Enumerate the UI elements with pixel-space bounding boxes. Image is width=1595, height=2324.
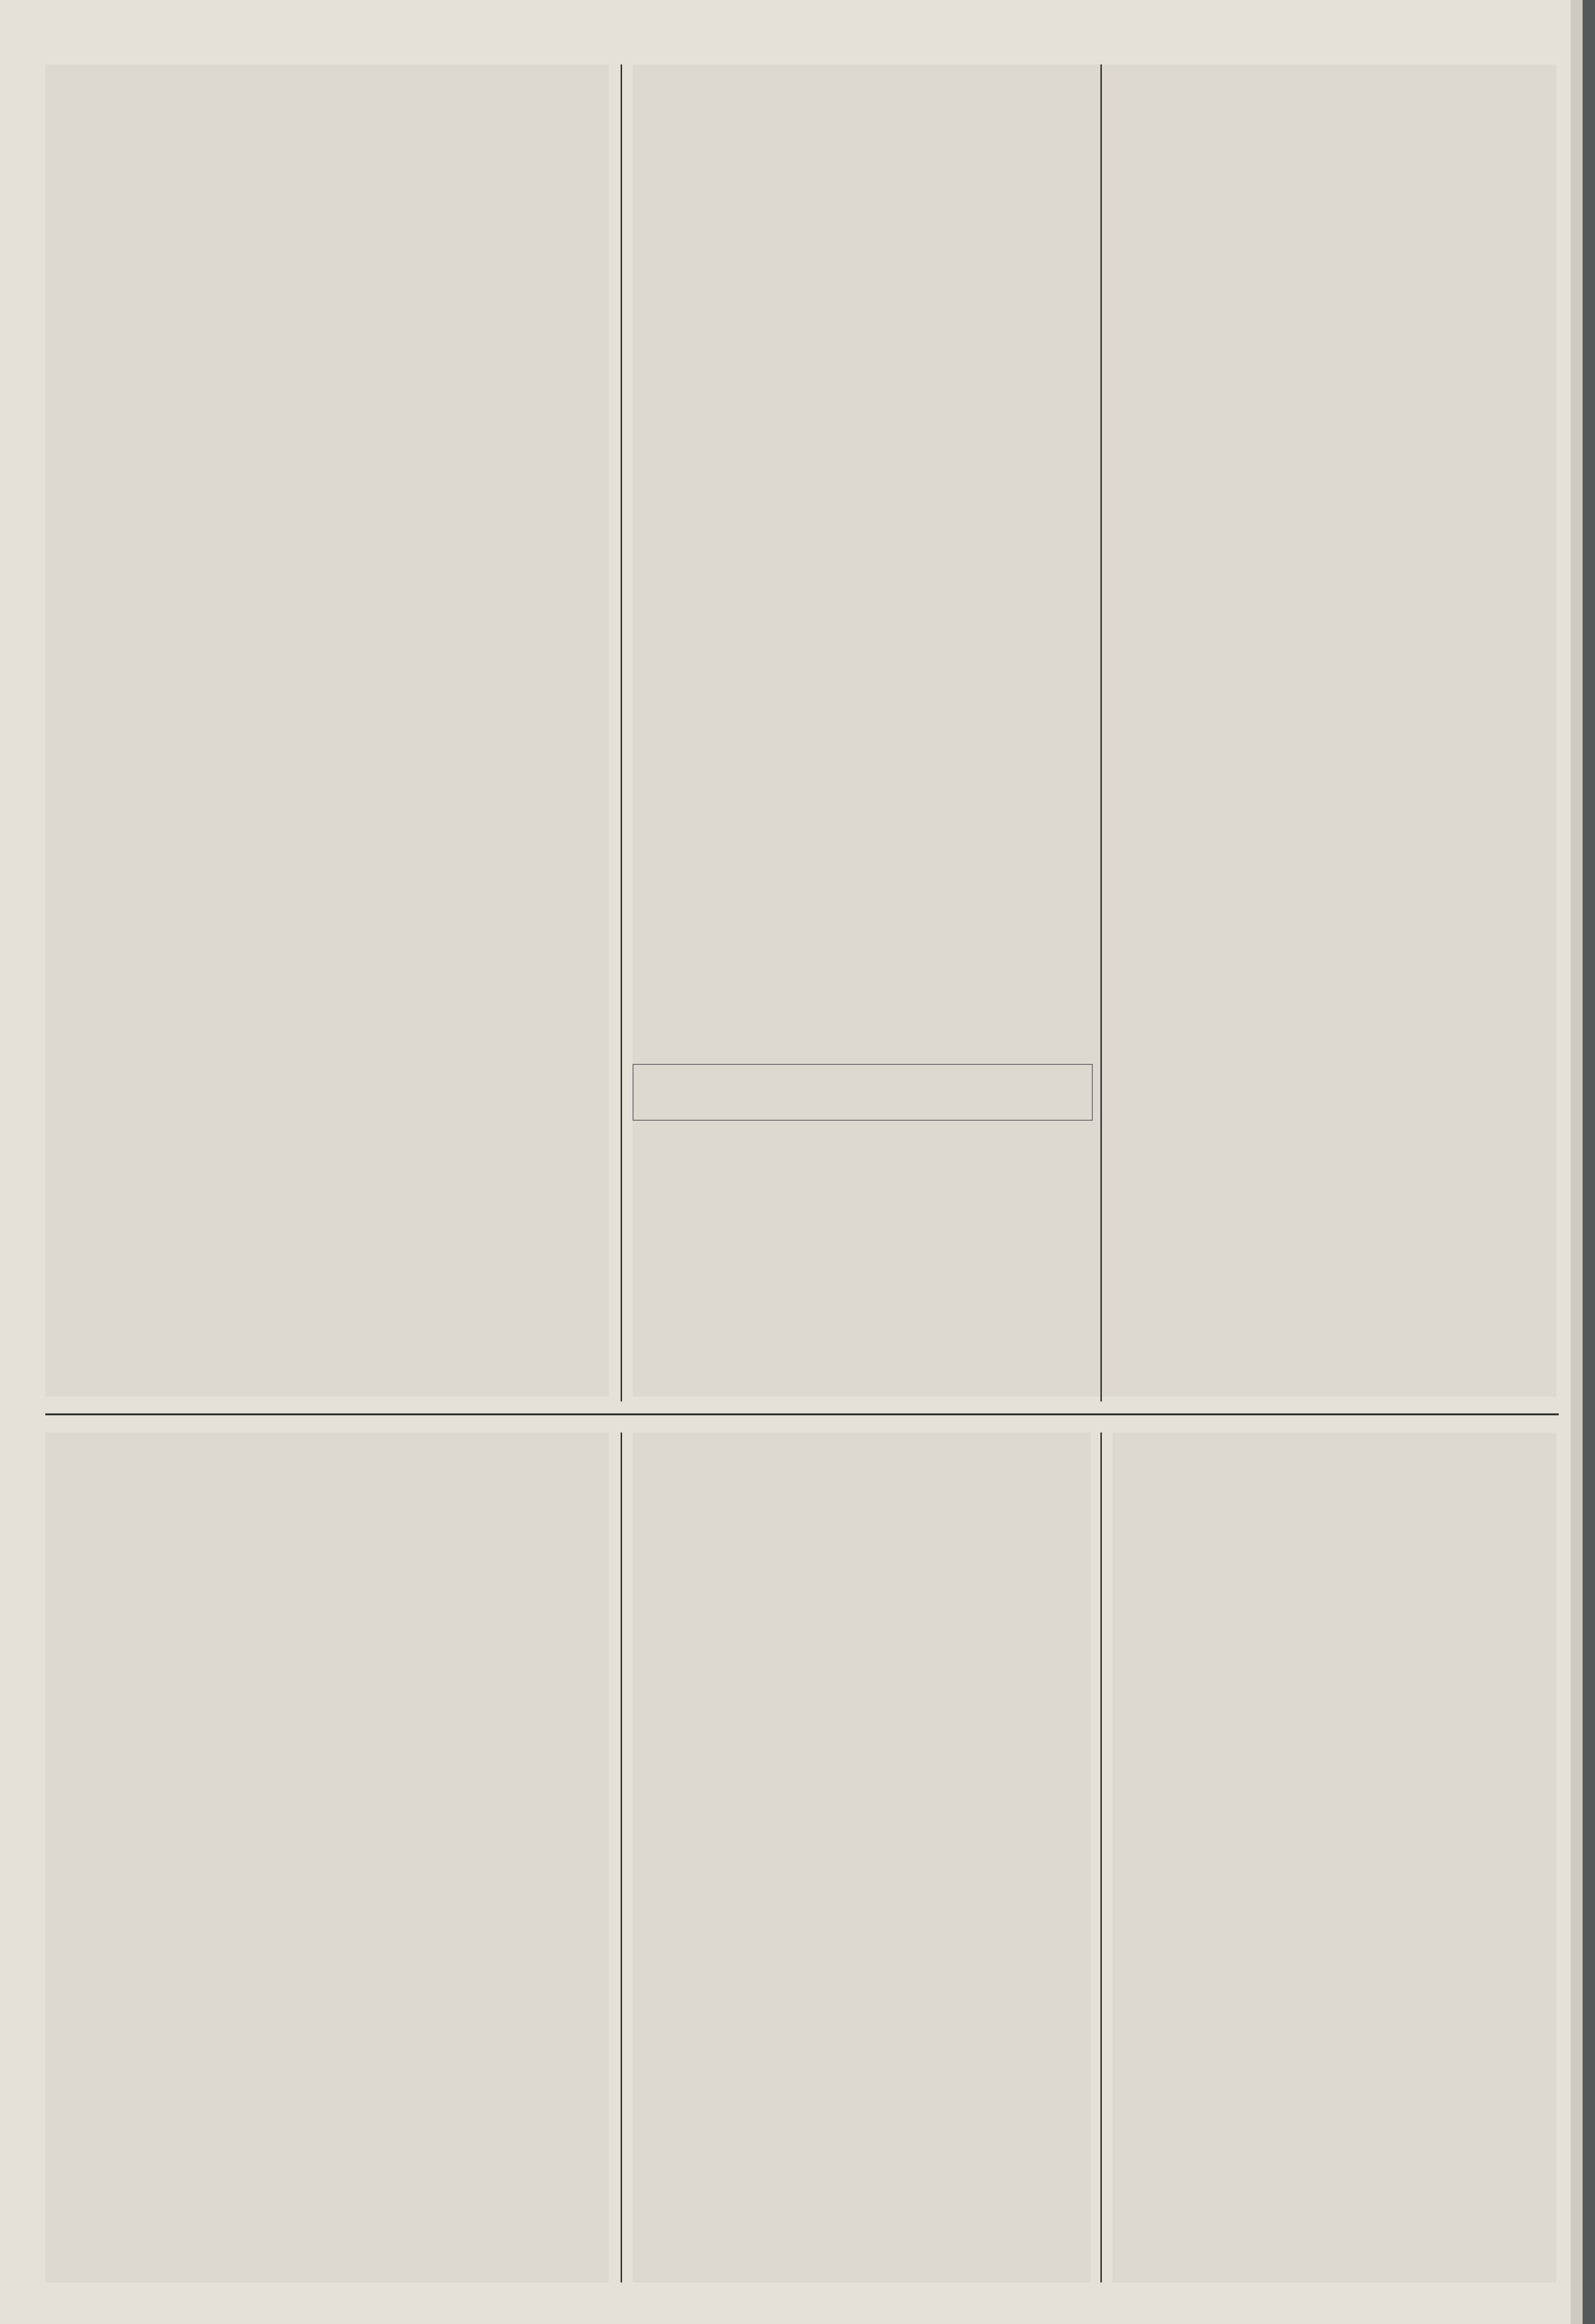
- page-edge: [1571, 0, 1583, 2324]
- lower-column-3: [1112, 1433, 1556, 2282]
- upper-column-rule-1: [621, 64, 622, 1401]
- upper-column-2: [633, 64, 1162, 1397]
- lower-column-1: [45, 1433, 609, 2282]
- lower-column-rule-1: [621, 1433, 622, 2282]
- upper-column-rule-2: [1100, 64, 1102, 1401]
- lower-column-2: [633, 1433, 1091, 2282]
- lower-column-rule-2: [1100, 1433, 1102, 2282]
- upper-column-3: [1112, 64, 1556, 1397]
- upper-column-1: [45, 64, 609, 1397]
- section-heading-frame: [633, 1064, 1093, 1121]
- section-divider: [45, 1413, 1559, 1415]
